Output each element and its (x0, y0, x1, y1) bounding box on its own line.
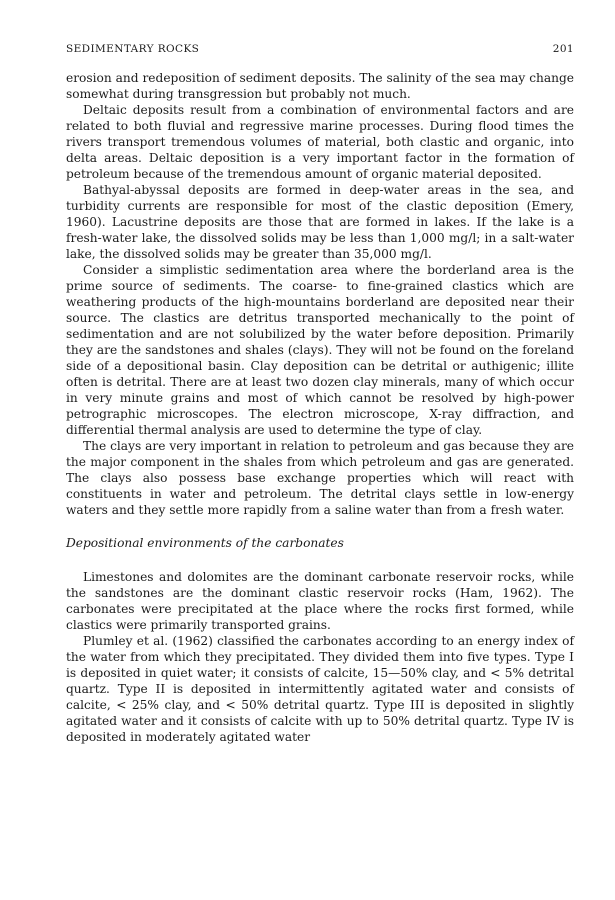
paragraph: Limestones and dolomites are the dominant carbonate reservoir rocks, while the sandstones are the dominant clastic reservoir rocks (Ham, 1962). The carbonates were precipitated at the place where the rocks first formed, while clastics were primarily transported grains. (66, 570, 574, 632)
section-heading: Depositional environments of the carbonates (66, 536, 344, 550)
page-number: 201 (552, 43, 574, 55)
body-text (66, 70, 574, 745)
document-page (66, 38, 574, 745)
paragraph: Consider a simplistic sedimentation area where the borderland area is the prime source of sediments. The coarse- to fine-grained clastics which are weathering products of the high-mountains borderland are deposited near their source. The clastics are detritus transported mechanically to the point of sedimentation and are not solubilized by the water before deposition. Primarily they are the sandstones and shales (clays). They will not be found on the foreland side of a depositional basin. Clay deposition can be detrital or authigenic; illite often is detrital. There are at least two dozen clay minerals, many of which occur in very minute grains and most of which cannot be resolved by high-power petrographic microscopes. The electron microscope, X-ray diffraction, and differential thermal analysis are used to determine the type of clay. (66, 263, 574, 437)
paragraph: The clays are very important in relation to petroleum and gas because they are the major component in the shales from which petroleum and gas are generated. The clays also possess base exchange properties which will react with constituents in water and petroleum. The detrital clays settle in low-energy waters and they settle more rapidly from a saline water than from a fresh water. (66, 439, 574, 517)
paragraph: Plumley et al. (1962) classified the carbonates according to an energy index of the water from which they precipitated. They divided them into five types. Type I is deposited in quiet water; it consists of calcite, 15—50% clay, and < 5% detrital quartz. Type II is deposited in intermittently agitated water and consists of calcite, < 25% clay, and < 50% detrital quartz. Type III is deposited in slightly agitated water and it consists of calcite with up to 50% detrital quartz. Type IV is deposited in moderately agitated water (66, 634, 574, 744)
paragraph: erosion and redeposition of sediment deposits. The salinity of the sea may change somewhat during transgression but probably not much. (66, 71, 574, 101)
paragraph: Deltaic deposits result from a combination of environmental factors and are related to both fluvial and regressive marine processes. During flood times the rivers transport tremendous volumes of material, both clastic and organic, into delta areas. Deltaic deposition is a very important factor in the formation of petroleum because of the tremendous amount of organic material deposited. (66, 103, 574, 181)
paragraph: Bathyal-abyssal deposits are formed in deep-water areas in the sea, and turbidity currents are responsible for most of the clastic deposition (Emery, 1960). Lacustrine deposits are those that are formed in lakes. If the lake is a fresh-water lake, the dissolved solids may be less than 1,000 mg/l; in a salt-water lake, the dissolved solids may be greater than 35,000 mg/l. (66, 183, 574, 261)
running-title: SEDIMENTARY ROCKS (66, 43, 200, 55)
running-head (66, 38, 574, 60)
